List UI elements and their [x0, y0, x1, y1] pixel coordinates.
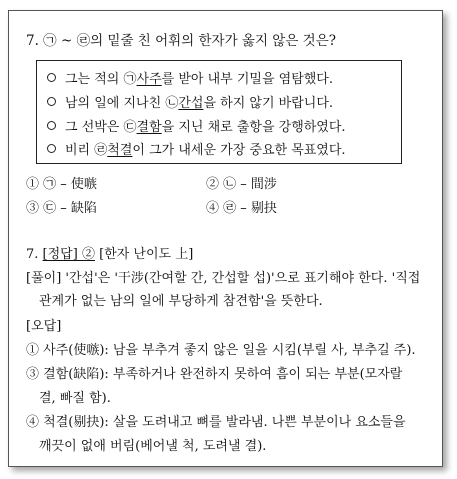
wrong-item: ① 사주(使嗾): 남을 부추겨 좋지 않은 일을 시킴(부릴 사, 부추길 주).	[26, 343, 416, 358]
circle-bullet-icon	[47, 97, 56, 106]
wrong-item: ④ 척결(剔抉): 살을 도려내고 뼈를 발라냄. 나쁜 부분이나 요소들을	[26, 415, 406, 430]
explanation-line: 관계가 없는 남의 일에 부당하게 참견함'을 뜻한다.	[39, 294, 323, 309]
passage-line: 그는 적의 ㉠사주를 받아 내부 기밀을 염탐했다.	[47, 68, 333, 87]
passage-box	[36, 60, 402, 164]
question-title: 7. ㉠ ~ ㉣의 밑줄 친 어휘의 한자가 옳지 않은 것은?	[26, 33, 336, 49]
document-frame	[8, 10, 443, 467]
wrong-item: ③ 결함(缺陷): 부족하거나 완전하지 못하여 흠이 되는 부분(모자랄	[26, 367, 403, 382]
wrong-answers-label: [오답]	[26, 319, 62, 334]
wrong-item-cont: 깨끗이 없애 버림(베어낼 척, 도려낼 결).	[39, 439, 267, 454]
wrong-item-cont: 결, 빠질 함).	[39, 391, 111, 406]
option-4[interactable]: ④ ㉣ – 剔抉	[206, 201, 277, 216]
circle-bullet-icon	[47, 73, 56, 82]
answer-label: [정답] ②	[42, 247, 95, 262]
underlined-word: 사주	[136, 72, 162, 87]
option-3[interactable]: ③ ㉢ – 缺陷	[26, 201, 97, 216]
underlined-word: 간섭	[178, 96, 204, 111]
circle-bullet-icon	[47, 121, 56, 130]
underlined-word: 결함	[136, 120, 162, 135]
passage-line: 그 선박은 ㉢결함을 지닌 채로 출항을 강행하였다.	[47, 116, 346, 135]
difficulty-label: [한자 난이도 上]	[99, 247, 194, 262]
passage-line: 비리 ㉣척결이 그가 내세운 가장 중요한 목표였다.	[47, 139, 346, 158]
answer-line: 7. [정답] ② [한자 난이도 上]	[26, 247, 194, 262]
option-2[interactable]: ② ㉡ – 間涉	[206, 177, 277, 192]
option-1[interactable]: ① ㉠ – 使嗾	[26, 177, 97, 192]
circle-bullet-icon	[47, 144, 56, 153]
explanation-line: [풀이] '간섭'은 '干涉(간여할 간, 간섭할 섭)'으로 표기해야 한다. '직접	[26, 271, 421, 286]
underlined-word: 척결	[107, 143, 133, 158]
passage-line: 남의 일에 지나친 ㉡간섭을 하지 않기 바랍니다.	[47, 92, 333, 111]
